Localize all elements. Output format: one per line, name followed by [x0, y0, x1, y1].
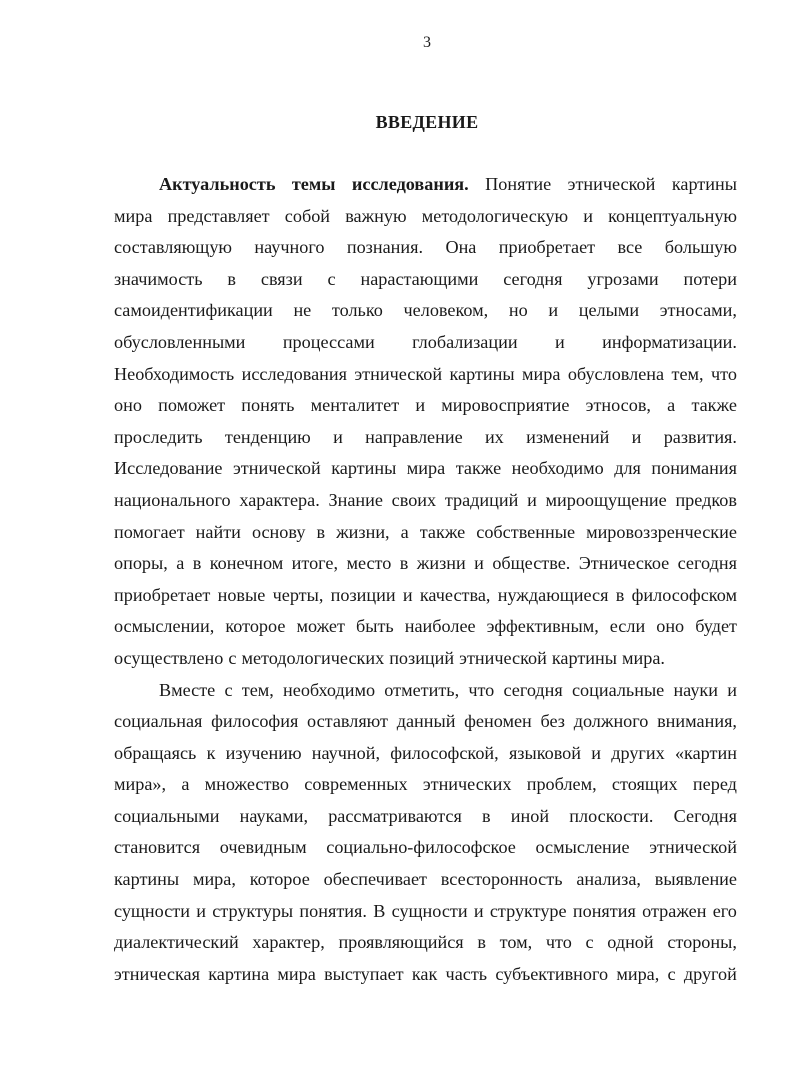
word: Знание	[328, 489, 383, 510]
word: а	[181, 774, 190, 795]
word: важную	[345, 205, 407, 226]
word: в	[615, 584, 625, 605]
text-line	[114, 295, 737, 327]
word: иной	[510, 805, 550, 826]
word: а	[400, 521, 409, 542]
word: оно	[114, 395, 142, 416]
text-line	[114, 832, 737, 864]
word: этнических	[422, 774, 512, 795]
word: угрозами	[587, 268, 659, 289]
word: осмыслении,	[114, 616, 215, 637]
word: основу	[251, 521, 306, 542]
word: диалектический	[114, 932, 239, 953]
word: науками,	[239, 805, 309, 826]
word: картины	[114, 869, 180, 890]
text-line	[114, 706, 737, 738]
word: обращаясь	[114, 742, 197, 763]
word: множество	[204, 774, 289, 795]
word: и	[631, 426, 642, 447]
word: приобретает	[498, 237, 596, 258]
word: конечном	[209, 553, 284, 574]
word: что	[545, 932, 572, 953]
word: В	[373, 900, 386, 921]
word: его	[712, 900, 737, 921]
word: осуществлено	[114, 647, 224, 668]
text-line	[114, 580, 737, 612]
word: Необходимость	[114, 363, 235, 384]
word: черты,	[272, 584, 324, 605]
word: Актуальность	[159, 174, 276, 194]
word: концептуальную	[608, 205, 737, 226]
word: методологическую	[421, 205, 569, 226]
word: структуре	[489, 900, 567, 921]
word: с	[667, 963, 676, 984]
text-line	[114, 675, 737, 707]
word: мироощущение	[545, 489, 667, 510]
word: Она	[445, 237, 477, 258]
word: будет	[695, 616, 737, 637]
word: отражен	[642, 900, 707, 921]
text-line	[114, 485, 737, 517]
word: картина	[208, 963, 270, 984]
page-number: 3	[423, 34, 431, 51]
word: Понятие	[485, 174, 552, 194]
word: философской,	[390, 742, 499, 763]
word: понимания	[651, 458, 737, 479]
word: собой	[284, 205, 331, 226]
word: рассматриваются	[328, 805, 462, 826]
word: процессами	[282, 331, 375, 352]
word: другой	[683, 963, 737, 984]
text-line	[114, 611, 737, 643]
word: обществе.	[492, 553, 571, 574]
word: отметить,	[384, 679, 460, 700]
word: социальные	[571, 679, 665, 700]
word: итоге,	[291, 553, 339, 574]
text-line	[114, 959, 737, 991]
word: и	[474, 553, 484, 574]
word: жизни,	[336, 521, 390, 542]
word: связи	[260, 268, 303, 289]
text-line	[114, 548, 737, 580]
word: нарастающими	[360, 268, 479, 289]
word: все	[617, 237, 643, 258]
word: этнической	[354, 363, 443, 384]
word: развития.	[663, 426, 737, 447]
word: и	[591, 742, 601, 763]
word: может	[296, 616, 345, 637]
word: том,	[499, 932, 533, 953]
word: если	[609, 616, 646, 637]
word: сегодня	[677, 553, 737, 574]
word: понятия	[572, 900, 636, 921]
text-line	[114, 422, 737, 454]
word: сущности	[114, 900, 190, 921]
word: и	[473, 900, 484, 921]
section-heading: ВВЕДЕНИЕ	[375, 112, 479, 132]
word: мира	[277, 963, 316, 984]
word: этносов,	[585, 395, 651, 416]
word: в	[192, 553, 202, 574]
word: которое	[249, 869, 310, 890]
word: предков	[675, 489, 737, 510]
word: всесторонность	[440, 869, 563, 890]
word: и	[727, 679, 737, 700]
word: найти	[195, 521, 241, 542]
word: поможет	[158, 395, 226, 416]
word: а	[176, 553, 185, 574]
word: направление	[365, 426, 463, 447]
word: этносами,	[659, 300, 737, 321]
text-line	[114, 801, 737, 833]
word: мира»,	[114, 774, 167, 795]
word: картины	[671, 174, 737, 194]
word: проблем,	[526, 774, 597, 795]
word: обеспечивает	[323, 869, 427, 890]
word: самоидентификации	[114, 300, 273, 321]
word: с	[585, 932, 594, 953]
word: современных	[304, 774, 408, 795]
word: качества,	[419, 584, 491, 605]
text-line	[114, 359, 737, 391]
word: также	[419, 521, 466, 542]
word: перед	[692, 774, 737, 795]
text-line	[114, 517, 737, 549]
word: изучению	[225, 742, 302, 763]
word: этнической	[567, 174, 656, 194]
word: выступает	[324, 963, 404, 984]
word: мира.	[621, 647, 665, 668]
word: мира,	[616, 963, 660, 984]
text-line	[114, 896, 737, 928]
word: науки	[673, 679, 718, 700]
word: стоящих	[611, 774, 678, 795]
word: языковой	[508, 742, 582, 763]
word: этническая	[114, 963, 200, 984]
word: собственные	[476, 521, 576, 542]
word: в	[477, 932, 486, 953]
word: составляющую	[114, 237, 232, 258]
word: Исследование	[114, 458, 223, 479]
word: что	[468, 679, 495, 700]
text-line	[114, 927, 737, 959]
word: субъективного	[495, 963, 609, 984]
word: характер,	[252, 932, 325, 953]
word: их	[484, 426, 504, 447]
word: понятия.	[299, 900, 367, 921]
word: и	[333, 426, 343, 447]
word: исследования.	[351, 174, 469, 194]
word: менталитет	[310, 395, 400, 416]
text-line	[114, 232, 737, 264]
word: мира	[522, 363, 561, 384]
word: данный	[396, 711, 456, 732]
word: оставляют	[307, 711, 388, 732]
word: быть	[355, 616, 394, 637]
word: в	[227, 268, 236, 289]
word: только	[331, 300, 383, 321]
word: изменений	[526, 426, 610, 447]
word: представляет	[167, 205, 270, 226]
word: методологических	[241, 647, 385, 668]
word: опоры,	[114, 553, 168, 574]
word: целыми	[578, 300, 640, 321]
word: потери	[683, 268, 737, 289]
word: к	[206, 742, 216, 763]
text-line	[114, 864, 737, 896]
word: тенденцию	[224, 426, 311, 447]
word: проследить	[114, 426, 203, 447]
word: эффективным,	[486, 616, 599, 637]
word: без	[540, 711, 565, 732]
word: жизни	[416, 553, 466, 574]
word: и	[196, 900, 206, 921]
word: социально-философское	[326, 837, 516, 858]
word: помогает	[114, 521, 185, 542]
word: позиций	[389, 647, 455, 668]
word: и	[402, 584, 413, 605]
word: наиболее	[404, 616, 476, 637]
word: анализа,	[576, 869, 641, 890]
word: в	[399, 553, 409, 574]
word: своих	[391, 489, 437, 510]
word: не	[293, 300, 312, 321]
word: сущности	[391, 900, 468, 921]
text-line	[114, 169, 737, 201]
word: часть	[445, 963, 488, 984]
text-line	[114, 769, 737, 801]
word: для	[614, 458, 641, 479]
word: очевидным	[219, 837, 307, 858]
word: исследования	[241, 363, 347, 384]
word: темы	[291, 174, 336, 194]
word: в	[482, 805, 491, 826]
word: и	[554, 331, 565, 352]
word: структуры	[212, 900, 294, 921]
word: научной,	[311, 742, 381, 763]
word: информатизации.	[602, 331, 737, 352]
word: необходимо	[283, 679, 376, 700]
word: национального	[114, 489, 231, 510]
text-line	[114, 201, 737, 233]
text-line	[114, 453, 737, 485]
word: тем,	[671, 363, 704, 384]
word: должного	[573, 711, 649, 732]
word: познания.	[346, 237, 424, 258]
word: мира	[406, 458, 446, 479]
word: также	[455, 458, 502, 479]
word: что	[710, 363, 737, 384]
word: социальными	[114, 805, 220, 826]
word: мира,	[192, 869, 236, 890]
word: в	[316, 521, 326, 542]
word: глобализации	[412, 331, 518, 352]
word: с	[327, 268, 336, 289]
text-line	[114, 327, 737, 359]
word: других	[611, 742, 665, 763]
text-line	[114, 390, 737, 422]
word: оно	[656, 616, 685, 637]
word: также	[691, 395, 737, 416]
word: характера.	[239, 489, 320, 510]
text-line	[114, 264, 737, 296]
word: философском	[631, 584, 737, 605]
word: картины	[449, 363, 515, 384]
word: с	[224, 679, 233, 700]
word: Вместе	[159, 679, 216, 700]
word: обусловлена	[567, 363, 665, 384]
word: которое	[225, 616, 286, 637]
word: картины	[331, 458, 397, 479]
word: философия	[211, 711, 299, 732]
word: необходимо	[511, 458, 604, 479]
word: становится	[114, 837, 201, 858]
word: внимания,	[657, 711, 737, 732]
word: осмысление	[535, 837, 630, 858]
word: место	[346, 553, 392, 574]
word: социальная	[114, 711, 203, 732]
text-line	[114, 738, 737, 770]
word: Сегодня	[673, 805, 737, 826]
word: научного	[254, 237, 325, 258]
word: и	[583, 205, 593, 226]
word: нуждающиеся	[497, 584, 609, 605]
word: и	[548, 300, 559, 321]
word: а	[667, 395, 676, 416]
word: как	[411, 963, 438, 984]
word: понять	[241, 395, 295, 416]
word: Этническое	[578, 553, 670, 574]
word: и	[415, 395, 426, 416]
word: этнической	[459, 647, 547, 668]
word: стороны,	[667, 932, 737, 953]
word: плоскости.	[569, 805, 654, 826]
word: этнической	[649, 837, 737, 858]
word: мировосприятие	[441, 395, 570, 416]
word: большую	[664, 237, 737, 258]
word: с	[228, 647, 237, 668]
word: позиции	[330, 584, 396, 605]
word: приобретает	[114, 584, 211, 605]
word: одной	[607, 932, 654, 953]
word: сегодня	[503, 268, 563, 289]
word: человеком,	[403, 300, 489, 321]
word: сегодня	[503, 679, 563, 700]
word: но	[508, 300, 528, 321]
word: феномен	[464, 711, 532, 732]
word: мира	[114, 205, 153, 226]
text-line	[114, 643, 737, 675]
word: значимость	[114, 268, 203, 289]
word: мировоззренческие	[586, 521, 737, 542]
word: тем,	[241, 679, 274, 700]
word: выявление	[654, 869, 737, 890]
word: традиций	[444, 489, 519, 510]
word: новые	[217, 584, 266, 605]
word: и	[527, 489, 537, 510]
word: картины	[551, 647, 617, 668]
word: обусловленными	[114, 331, 246, 352]
word: этнической	[232, 458, 321, 479]
word: «картин	[674, 742, 737, 763]
body-text	[114, 169, 737, 990]
word: проявляющийся	[338, 932, 464, 953]
